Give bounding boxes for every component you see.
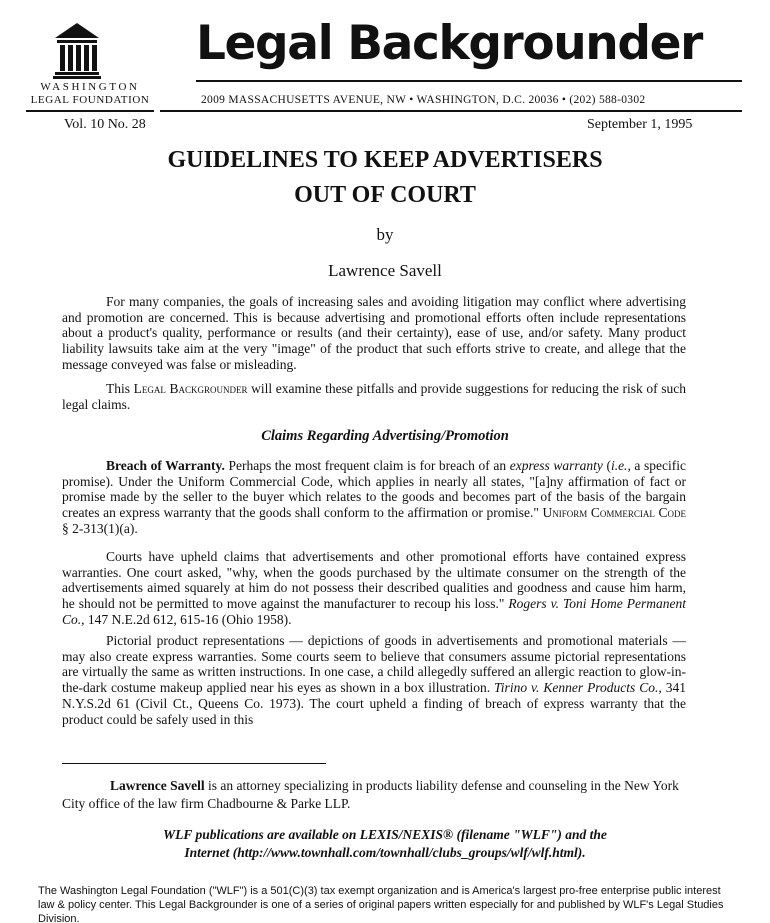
paragraph-pictorial: Pictorial product representations — depictions of goods in advertisements and promotional materials — may also create express warranties. Some courts seem to believe that consumers assume pictorial representations are virtually the same as written instructions. In one case, a child allegedly suffered an allergic reaction to glow-in-the-dark costume makeup applied near his eyes as shown in a box illustration. Tirino v. Kenner Products Co., 341 N.Y.S.2d 61 (Civil Ct., Queens Co. 1973). The court upheld a finding of breach of express warranty that the product could be safely used in this [62,633,686,727]
paragraph-breach-of-warranty: Breach of Warranty. Perhaps the most frequent claim is for breach of an express warranty (i.e., a specific promise). Under the Uniform Commercial Code, which applies in nearly all states, "[a]ny affirmation of fact or promise made by the seller to the buyer which relates to the goods and becomes part of the basis of the bargain creates an express warranty that the goods shall conform to the affirmation or promise." Uniform Commercial Code § 2-313(1)(a). [62,458,687,536]
foundation-disclaimer: The Washington Legal Foundation ("WLF") is a 501(C)(3) tax exempt organization and is America's largest pro-free enterprise public interest law & policy center. This Legal Backgrounder is one of a series of original papers written especially for and published by WLF's Legal Studies Division. [38,885,724,923]
header-rule [160,110,742,112]
article-title-line1: GUIDELINES TO KEEP ADVERTISERS [167,147,603,173]
case-citation: Rogers v. Toni Home Permanent Co. [62,596,686,627]
issue-date: September 1, 1995 [587,117,693,132]
author-note: Lawrence Savell is an attorney specializing in products liability defense and counseling in the New York City office of the law firm Chadbourne & Parke LLP. [62,778,679,811]
wlf-notice-line1: WLF publications are available on LEXIS/NEXIS® (filename "WLF") and the [163,827,607,842]
author-name: Lawrence Savell [328,261,442,280]
article-title-line2: OUT OF COURT [294,182,476,208]
logo-rule [26,110,154,112]
legal-backgrounder-name: Legal Backgrounder [133,381,248,396]
run-in-heading: Breach of Warranty. [106,458,225,473]
section-heading: Claims Regarding Advertising/Promotion [261,428,509,444]
paragraph-courts: Courts have upheld claims that advertisements and other promotional efforts have contained express warranties. One court asked, "why, when the goods purchased by the ultimate consumer on the strength of the advertisements aimed squarely at him do not possess their described qualities and goodness and cause him harm, he should not be permitted to move against the manufacturer to recoup his loss." Rogers v. Toni Home Permanent Co., 147 N.E.2d 612, 615-16 (Ohio 1958). [62,549,686,627]
wlf-notice-line2: Internet (http://www.townhall.com/townhall/clubs_groups/wlf/wlf.html). [184,845,586,860]
byline-by: by [376,225,394,244]
publication-title: Legal Backgrounder [196,16,702,71]
footnote-rule [62,763,326,764]
org-name-line2: LEGAL FOUNDATION [30,94,150,106]
paragraph-purpose: This Legal Backgrounder will examine these pitfalls and provide suggestions for reducing the risk of such legal claims. [62,381,686,412]
foundation-building-logo-icon [52,22,102,80]
intro-paragraph: For many companies, the goals of increasing sales and avoiding litigation may conflict where advertising and promotion are concerned. This is because advertising and promotional efforts often include representations about a product's quality, performance or results (and their certainty), ease of use, and/or safety. Many product liability lawsuits take aim at the very "image" of the product that such efforts strive to create, and allege that the message conveyed was false or misleading. [62,294,686,372]
org-name-line1: WASHINGTON [40,81,140,93]
volume-number: Vol. 10 No. 28 [64,117,146,132]
address-line: 2009 MASSACHUSETTS AVENUE, NW • WASHINGTON, D.C. 20036 • (202) 588-0302 [201,94,646,106]
masthead-rule [196,80,742,82]
case-citation: Tirino v. Kenner Products Co. [494,680,659,696]
